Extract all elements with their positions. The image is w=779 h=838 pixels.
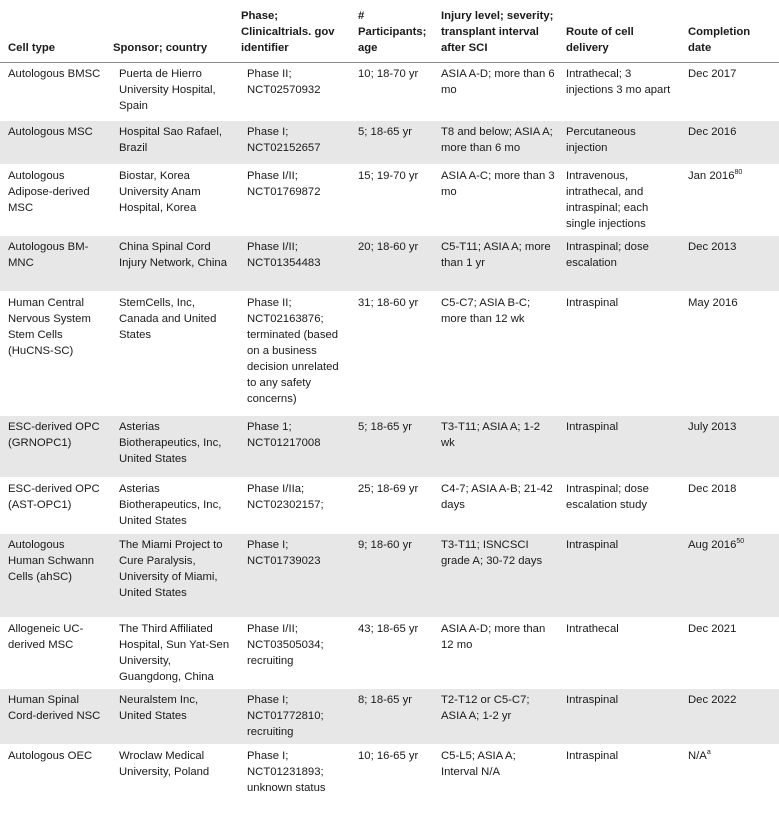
route-cell bbox=[558, 165, 680, 236]
completion-cell bbox=[680, 534, 779, 618]
participants-cell bbox=[350, 63, 433, 121]
table-row bbox=[0, 745, 779, 800]
table-row bbox=[0, 416, 779, 478]
route-cell-text: Intraspinal; dose escalation bbox=[566, 241, 649, 269]
route-cell bbox=[558, 689, 680, 745]
route-cell-text: Percutaneous injection bbox=[566, 126, 636, 154]
participants-cell-text: 15; 19-70 yr bbox=[358, 170, 419, 182]
sponsor-cell bbox=[105, 416, 233, 478]
phase-cell-text: Phase II; NCT02570932 bbox=[247, 68, 321, 96]
phase-cell-text: Phase I; NCT01231893; unknown status bbox=[247, 750, 326, 794]
completion-cell-text: N/A bbox=[688, 750, 707, 762]
completion-cell-text: Dec 2018 bbox=[688, 483, 737, 495]
phase-cell bbox=[233, 292, 350, 416]
injury-cell bbox=[433, 689, 558, 745]
route-cell-text: Intravenous, intrathecal, and intraspinal; each single injections bbox=[566, 170, 649, 230]
injury-cell-text: C4-7; ASIA A-B; 21-42 days bbox=[441, 483, 553, 511]
table-row bbox=[0, 292, 779, 416]
sponsor-cell bbox=[105, 292, 233, 416]
table-row bbox=[0, 63, 779, 121]
table-row bbox=[0, 165, 779, 236]
header-injury: Injury level; severity; transplant interval after SCI bbox=[433, 0, 558, 63]
cell-type-cell bbox=[0, 292, 105, 416]
injury-cell-text: T8 and below; ASIA A; more than 6 mo bbox=[441, 126, 553, 154]
phase-cell-text: Phase II; NCT02163876; terminated (based on a business decision unrelated to any safety concerns) bbox=[247, 297, 339, 405]
completion-cell-text: July 2013 bbox=[688, 421, 737, 433]
route-cell-text: Intraspinal bbox=[566, 750, 619, 762]
participants-cell-text: 10; 18-70 yr bbox=[358, 68, 419, 80]
cell-type-cell bbox=[0, 236, 105, 292]
participants-cell-text: 5; 18-65 yr bbox=[358, 421, 413, 433]
participants-cell-text: 9; 18-60 yr bbox=[358, 539, 413, 551]
route-cell-text: Intraspinal bbox=[566, 694, 619, 706]
phase-cell bbox=[233, 618, 350, 689]
completion-cell-text: Jan 2016 bbox=[688, 170, 735, 182]
phase-cell bbox=[233, 165, 350, 236]
route-cell bbox=[558, 416, 680, 478]
participants-cell-text: 8; 18-65 yr bbox=[358, 694, 413, 706]
cell-type-cell bbox=[0, 416, 105, 478]
route-cell bbox=[558, 534, 680, 618]
table-row bbox=[0, 478, 779, 534]
sponsor-cell bbox=[105, 689, 233, 745]
cell-type-cell-text: Human Spinal Cord-derived NSC bbox=[8, 694, 101, 722]
completion-cell bbox=[680, 121, 779, 165]
injury-cell bbox=[433, 745, 558, 800]
route-cell-text: Intraspinal bbox=[566, 421, 619, 433]
participants-cell-text: 31; 18-60 yr bbox=[358, 297, 419, 309]
injury-cell-text: ASIA A-D; more than 6 mo bbox=[441, 68, 555, 96]
cell-type-cell bbox=[0, 121, 105, 165]
phase-cell-text: Phase I/II; NCT01354483 bbox=[247, 241, 321, 269]
phase-cell-text: Phase I; NCT01739023 bbox=[247, 539, 321, 567]
completion-cell-text: Dec 2013 bbox=[688, 241, 737, 253]
route-cell bbox=[558, 478, 680, 534]
header-sponsor: Sponsor; country bbox=[105, 0, 233, 63]
cell-type-cell bbox=[0, 478, 105, 534]
header-participants: # Participants; age bbox=[350, 0, 433, 63]
route-cell-text: Intraspinal bbox=[566, 297, 619, 309]
participants-cell-text: 5; 18-65 yr bbox=[358, 126, 413, 138]
cell-type-cell bbox=[0, 534, 105, 618]
header-row bbox=[0, 0, 779, 63]
cell-type-cell-text: Autologous MSC bbox=[8, 126, 93, 138]
phase-cell-text: Phase I; NCT02152657 bbox=[247, 126, 321, 154]
sponsor-cell-text: StemCells, Inc, Canada and United States bbox=[119, 297, 217, 341]
injury-cell-text: C5-T11; ASIA A; more than 1 yr bbox=[441, 241, 551, 269]
route-cell bbox=[558, 745, 680, 800]
completion-cell bbox=[680, 745, 779, 800]
participants-cell bbox=[350, 165, 433, 236]
injury-cell bbox=[433, 165, 558, 236]
injury-cell-text: ASIA A-C; more than 3 mo bbox=[441, 170, 555, 198]
phase-cell-text: Phase I; NCT01772810; recruiting bbox=[247, 694, 324, 738]
completion-cell-text: Dec 2022 bbox=[688, 694, 737, 706]
route-cell bbox=[558, 618, 680, 689]
injury-cell-text: ASIA A-D; more than 12 mo bbox=[441, 623, 546, 651]
route-cell-text: Intraspinal bbox=[566, 539, 619, 551]
phase-cell bbox=[233, 236, 350, 292]
sponsor-cell-text: Neuralstem Inc, United States bbox=[119, 694, 199, 722]
participants-cell bbox=[350, 689, 433, 745]
completion-cell-text: Dec 2016 bbox=[688, 126, 737, 138]
completion-cell bbox=[680, 165, 779, 236]
sponsor-cell-text: The Miami Project to Cure Paralysis, University of Miami, United States bbox=[119, 539, 223, 599]
footnote-marker: 80 bbox=[734, 169, 743, 177]
phase-cell bbox=[233, 534, 350, 618]
injury-cell-text: C5-C7; ASIA B-C; more than 12 wk bbox=[441, 297, 531, 325]
completion-cell bbox=[680, 689, 779, 745]
sponsor-cell-text: China Spinal Cord Injury Network, China bbox=[119, 241, 227, 269]
participants-cell-text: 20; 18-60 yr bbox=[358, 241, 419, 253]
injury-cell bbox=[433, 121, 558, 165]
phase-cell bbox=[233, 416, 350, 478]
sponsor-cell-text: Puerta de Hierro University Hospital, Spain bbox=[119, 68, 216, 112]
cell-type-cell-text: Autologous Human Schwann Cells (ahSC) bbox=[8, 539, 95, 583]
participants-cell bbox=[350, 618, 433, 689]
sponsor-cell bbox=[105, 165, 233, 236]
injury-cell-text: C5-L5; ASIA A; Interval N/A bbox=[441, 750, 516, 778]
sponsor-cell-text: Hospital Sao Rafael, Brazil bbox=[119, 126, 222, 154]
participants-cell bbox=[350, 745, 433, 800]
sponsor-cell bbox=[105, 534, 233, 618]
route-cell-text: Intraspinal; dose escalation study bbox=[566, 483, 649, 511]
cell-type-cell-text: Human Central Nervous System Stem Cells (HuCNS-SC) bbox=[8, 297, 91, 357]
route-cell bbox=[558, 63, 680, 121]
header-route: Route of cell delivery bbox=[558, 0, 680, 63]
sponsor-cell bbox=[105, 121, 233, 165]
footnote-marker: 50 bbox=[736, 538, 745, 546]
injury-cell bbox=[433, 292, 558, 416]
sponsor-cell bbox=[105, 236, 233, 292]
participants-cell-text: 10; 16-65 yr bbox=[358, 750, 419, 762]
participants-cell bbox=[350, 236, 433, 292]
route-cell bbox=[558, 236, 680, 292]
cell-type-cell-text: ESC-derived OPC (AST-OPC1) bbox=[8, 483, 100, 511]
injury-cell bbox=[433, 618, 558, 689]
completion-cell-text: Aug 2016 bbox=[688, 539, 737, 551]
table-row bbox=[0, 689, 779, 745]
phase-cell bbox=[233, 63, 350, 121]
participants-cell bbox=[350, 416, 433, 478]
injury-cell-text: T3-T11; ASIA A; 1-2 wk bbox=[441, 421, 541, 449]
sponsor-cell-text: Biostar, Korea University Anam Hospital, Korea bbox=[119, 170, 201, 214]
completion-cell bbox=[680, 292, 779, 416]
route-cell-text: Intrathecal; 3 injections 3 mo apart bbox=[566, 68, 671, 96]
header-cell-type: Cell type bbox=[0, 0, 105, 63]
injury-cell bbox=[433, 63, 558, 121]
injury-cell bbox=[433, 534, 558, 618]
cell-type-cell bbox=[0, 618, 105, 689]
route-cell-text: Intrathecal bbox=[566, 623, 619, 635]
completion-cell bbox=[680, 478, 779, 534]
cell-type-cell-text: Autologous OEC bbox=[8, 750, 93, 762]
cell-type-cell-text: Autologous Adipose-derived MSC bbox=[8, 170, 90, 214]
table-row bbox=[0, 121, 779, 165]
sponsor-cell bbox=[105, 618, 233, 689]
sponsor-cell-text: Wroclaw Medical University, Poland bbox=[119, 750, 210, 778]
participants-cell bbox=[350, 534, 433, 618]
phase-cell-text: Phase I/II; NCT01769872 bbox=[247, 170, 321, 198]
table-row bbox=[0, 618, 779, 689]
phase-cell bbox=[233, 689, 350, 745]
participants-cell bbox=[350, 121, 433, 165]
cell-type-cell-text: ESC-derived OPC (GRNOPC1) bbox=[8, 421, 100, 449]
completion-cell bbox=[680, 618, 779, 689]
injury-cell bbox=[433, 416, 558, 478]
cell-type-cell bbox=[0, 689, 105, 745]
participants-cell bbox=[350, 292, 433, 416]
cell-type-cell bbox=[0, 63, 105, 121]
completion-cell-text: Dec 2021 bbox=[688, 623, 737, 635]
phase-cell bbox=[233, 478, 350, 534]
phase-cell-text: Phase 1; NCT01217008 bbox=[247, 421, 321, 449]
sponsor-cell bbox=[105, 478, 233, 534]
participants-cell-text: 25; 18-69 yr bbox=[358, 483, 419, 495]
sponsor-cell bbox=[105, 745, 233, 800]
sponsor-cell-text: Asterias Biotherapeutics, Inc, United States bbox=[119, 483, 222, 527]
injury-cell bbox=[433, 236, 558, 292]
cell-type-cell-text: Autologous BMSC bbox=[8, 68, 101, 80]
phase-cell bbox=[233, 745, 350, 800]
cell-type-cell-text: Autologous BM-MNC bbox=[8, 241, 89, 269]
phase-cell-text: Phase I/IIa; NCT02302157; bbox=[247, 483, 324, 511]
completion-cell bbox=[680, 236, 779, 292]
participants-cell-text: 43; 18-65 yr bbox=[358, 623, 419, 635]
sponsor-cell-text: The Third Affiliated Hospital, Sun Yat-Sen University, Guangdong, China bbox=[119, 623, 230, 683]
injury-cell-text: T2-T12 or C5-C7; ASIA A; 1-2 yr bbox=[441, 694, 530, 722]
completion-cell-text: May 2016 bbox=[688, 297, 738, 309]
route-cell bbox=[558, 121, 680, 165]
injury-cell bbox=[433, 478, 558, 534]
table-row bbox=[0, 534, 779, 618]
cell-type-cell-text: Allogeneic UC-derived MSC bbox=[8, 623, 84, 651]
header-phase: Phase; Clinicaltrials. gov identifier bbox=[233, 0, 350, 63]
sponsor-cell-text: Asterias Biotherapeutics, Inc, United States bbox=[119, 421, 222, 465]
phase-cell bbox=[233, 121, 350, 165]
phase-cell-text: Phase I/II; NCT03505034; recruiting bbox=[247, 623, 324, 667]
footnote-marker: a bbox=[706, 749, 711, 757]
completion-cell bbox=[680, 416, 779, 478]
header-completion: Completion date bbox=[680, 0, 779, 63]
route-cell bbox=[558, 292, 680, 416]
cell-type-cell bbox=[0, 745, 105, 800]
injury-cell-text: T3-T11; ISNCSCI grade A; 30-72 days bbox=[441, 539, 543, 567]
cell-type-cell bbox=[0, 165, 105, 236]
sponsor-cell bbox=[105, 63, 233, 121]
completion-cell-text: Dec 2017 bbox=[688, 68, 737, 80]
participants-cell bbox=[350, 478, 433, 534]
completion-cell bbox=[680, 63, 779, 121]
table-row bbox=[0, 236, 779, 292]
